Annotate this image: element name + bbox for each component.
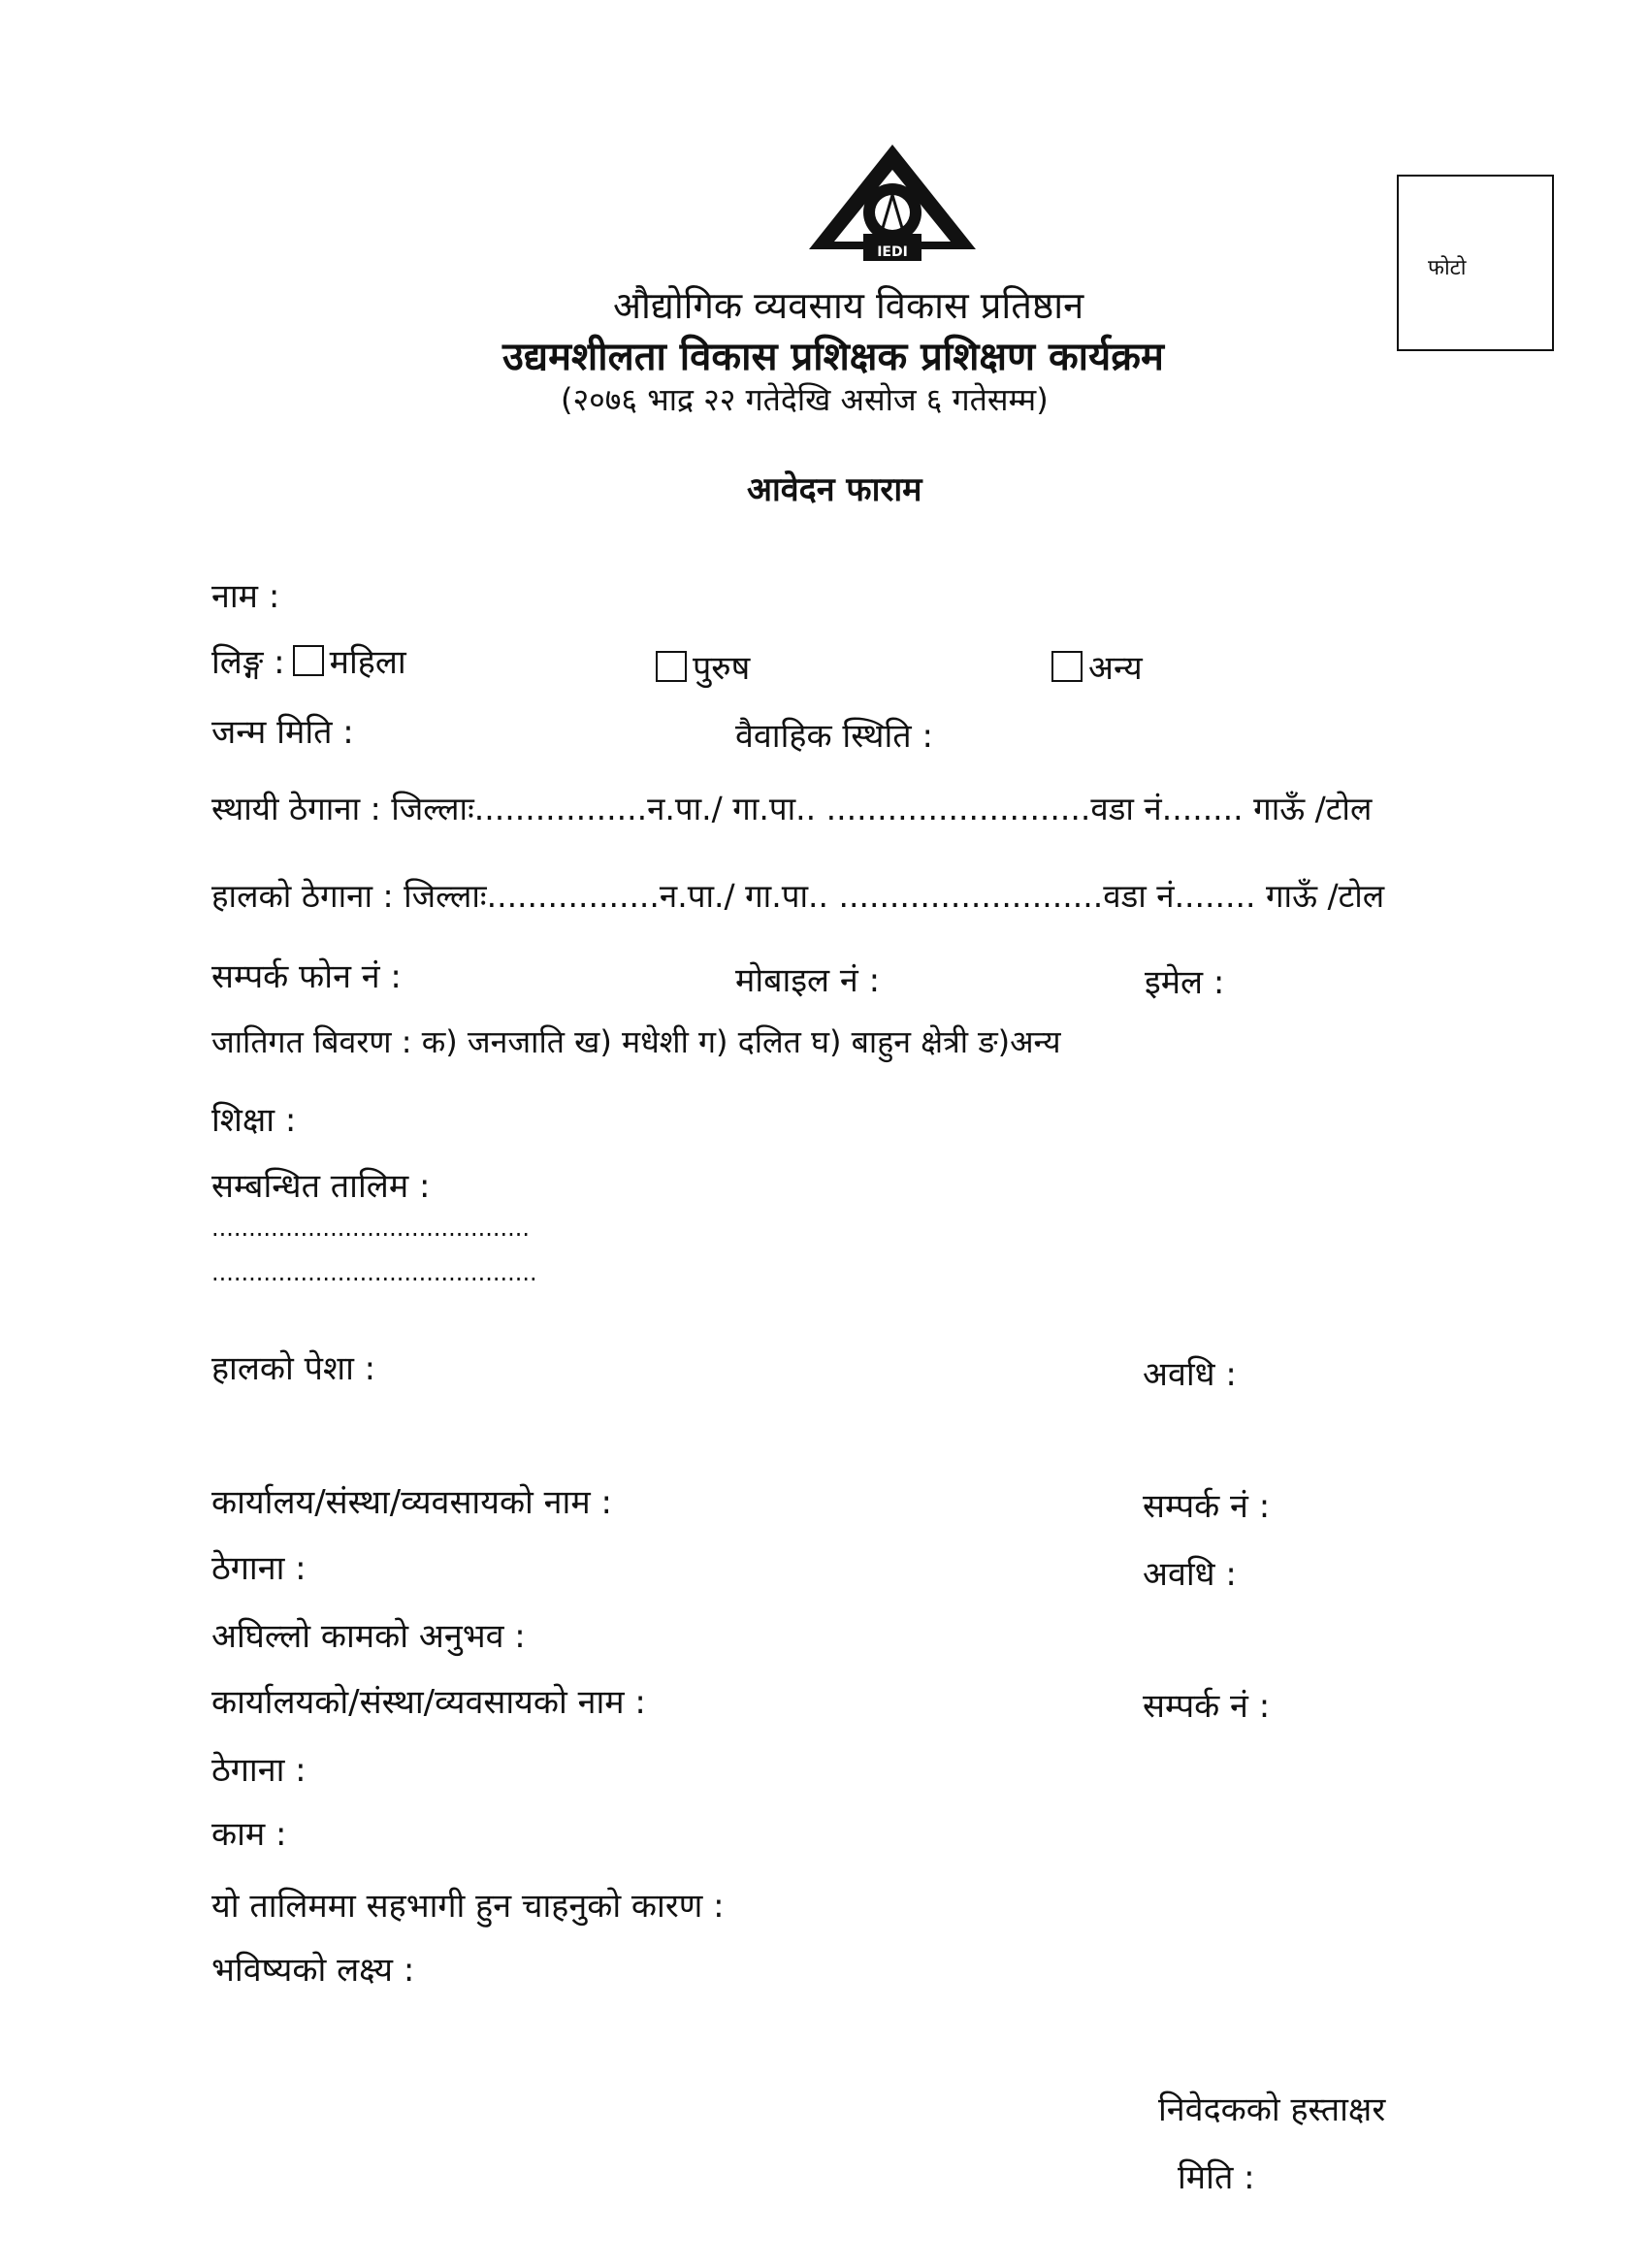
logo-text: IEDI bbox=[877, 244, 908, 260]
mobile-label: मोबाइल नं : bbox=[735, 961, 881, 1000]
male-label: पुरुष bbox=[693, 649, 751, 688]
name-label: नाम : bbox=[211, 577, 280, 616]
email-label: इमेल : bbox=[1145, 963, 1225, 1002]
date-label: मिति : bbox=[1178, 2158, 1255, 2197]
training-line-2[interactable]: ............................................ bbox=[211, 1259, 537, 1286]
photo-box bbox=[1397, 175, 1554, 351]
form-title: आवेदन फाराम bbox=[747, 470, 922, 509]
phone-label: सम्पर्क फोन नं : bbox=[211, 957, 402, 996]
office-name-label: कार्यालय/संस्था/व्यवसायको नाम : bbox=[211, 1483, 612, 1522]
training-line-1[interactable]: ........................................... bbox=[211, 1215, 531, 1242]
program-name: उद्यमशीलता विकास प्रशिक्षक प्रशिक्षण कार्यक्रम bbox=[502, 335, 1164, 379]
female-checkbox[interactable] bbox=[293, 645, 324, 676]
contact-no-label-1: सम्पर्क नं : bbox=[1143, 1487, 1271, 1526]
program-dates: (२०७६ भाद्र २२ गतेदेखि असोज ६ गतेसम्म) bbox=[561, 381, 1049, 418]
current-occupation-label: हालको पेशा : bbox=[211, 1349, 376, 1388]
dob-label: जन्म मिति : bbox=[211, 713, 354, 752]
female-label: महिला bbox=[329, 643, 406, 682]
other-checkbox[interactable] bbox=[1051, 651, 1083, 682]
marital-label: वैवाहिक स्थिति : bbox=[735, 717, 933, 756]
gender-row bbox=[211, 638, 406, 683]
photo-label: फोटो bbox=[1428, 256, 1467, 280]
male-checkbox[interactable] bbox=[656, 651, 687, 682]
org-name: औद्योगिक व्यवसाय विकास प्रतिष्ठान bbox=[613, 284, 1084, 327]
current-address-label: हालको ठेगाना : जिल्लाः.................न.पा./ गा.पा.. ..........................वडा नं........ गाऊँ /टोल bbox=[211, 877, 1385, 915]
other-label: अन्य bbox=[1088, 649, 1143, 688]
address-label-2: ठेगाना : bbox=[211, 1751, 307, 1790]
prev-experience-label: अघिल्लो कामको अनुभव : bbox=[211, 1617, 526, 1656]
duration-label-2: अवधि : bbox=[1143, 1555, 1237, 1594]
future-goal-label: भविष्यको लक्ष्य : bbox=[211, 1951, 415, 1990]
signature-label: निवेदकको हस्ताक्षर bbox=[1158, 2090, 1386, 2129]
address-label-1: ठेगाना : bbox=[211, 1549, 307, 1588]
reason-label: यो तालिममा सहभागी हुन चाहनुको कारण : bbox=[211, 1887, 725, 1926]
contact-no-label-2: सम्पर्क नं : bbox=[1143, 1687, 1271, 1726]
iedi-logo bbox=[805, 141, 980, 267]
male-option bbox=[656, 644, 750, 689]
permanent-address-label: स्थायी ठेगाना : जिल्लाः.................न.पा./ गा.पा.. ..........................वडा नं........ गाऊँ /टोल bbox=[211, 790, 1373, 827]
gender-label: लिङ्ग : bbox=[211, 643, 285, 682]
other-option bbox=[1051, 644, 1143, 689]
education-label: शिक्षा : bbox=[211, 1101, 297, 1140]
training-label: सम्बन्धित तालिम : bbox=[211, 1167, 431, 1206]
caste-label: जातिगत बिवरण : क) जनजाति ख) मधेशी ग) दलित घ) बाहुन क्षेत्री ङ)अन्य bbox=[211, 1023, 1061, 1060]
work-label: काम : bbox=[211, 1815, 287, 1854]
office-name-label-2: कार्यालयको/संस्था/व्यवसायको नाम : bbox=[211, 1683, 646, 1722]
duration-label-1: अवधि : bbox=[1143, 1355, 1237, 1394]
